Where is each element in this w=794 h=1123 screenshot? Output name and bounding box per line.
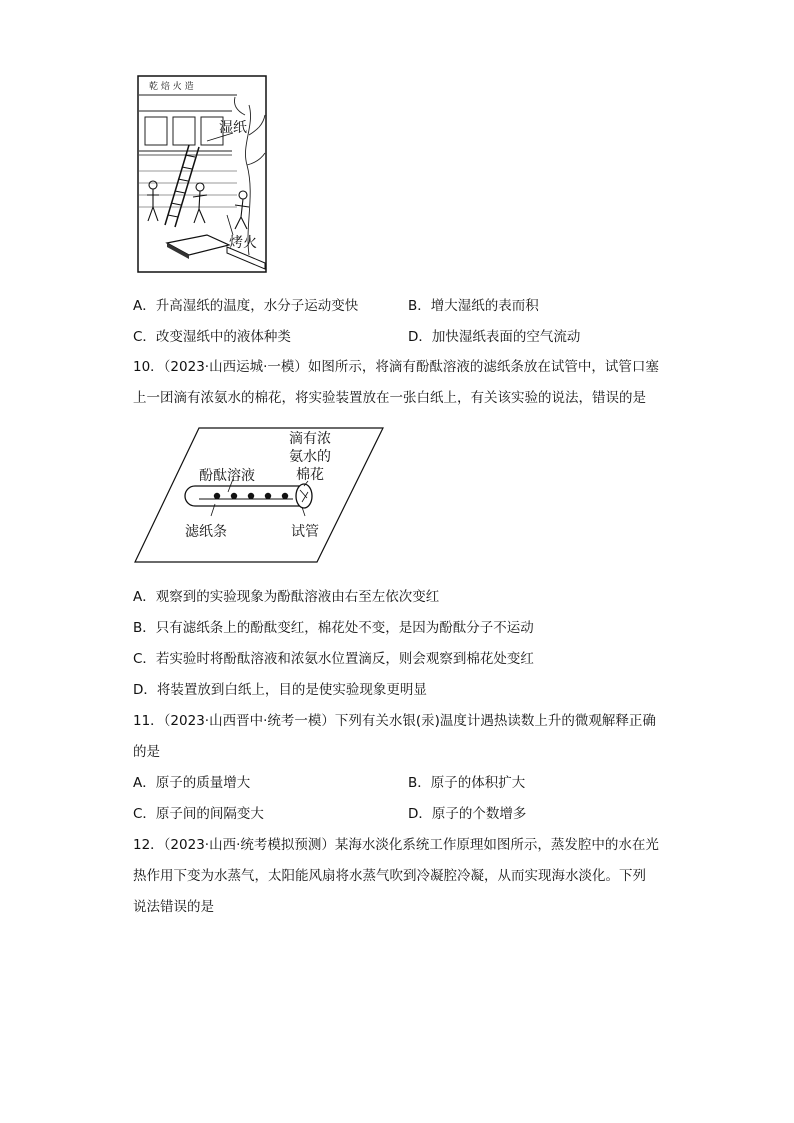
label-phenol: 酚酞溶液 — [199, 468, 255, 484]
q10-option-a: A．观察到的实验现象为酚酞溶液由右至左依次变红 — [133, 589, 440, 605]
q9-option-a: A．升高湿纸的温度，水分子运动变快 — [133, 298, 359, 314]
q11-option-c: C．原子间的间隔变大 — [133, 806, 264, 822]
test-tube-figure — [133, 426, 385, 564]
q9-option-b: B．增大湿纸的表而积 — [408, 298, 539, 314]
q11-option-a: A．原子的质量增大 — [133, 775, 251, 791]
q10-option-d: D．将装置放到白纸上，目的是使实验现象更明显 — [133, 682, 427, 698]
q12-stem-line3: 说法错误的是 — [133, 899, 214, 915]
q10-option-c: C．若实验时将酚酞溶液和浓氨水位置滴反，则会观察到棉花处变红 — [133, 651, 534, 667]
label-cotton-2: 氨水的 — [289, 449, 331, 465]
label-tube: 试管 — [291, 524, 319, 540]
q12-stem-line2: 热作用下变为水蒸气，太阳能风扇将水蒸气吹到冷凝腔冷凝，从而实现海水淡化。下列 — [133, 868, 646, 884]
fire-label: 烤火 — [229, 235, 257, 251]
woodcut-figure — [137, 75, 267, 273]
woodcut-illustration — [137, 75, 267, 273]
label-filter: 滤纸条 — [185, 524, 227, 540]
woodcut-title: 乾 焙 火 造 — [149, 82, 194, 92]
q11-option-d: D．原子的个数增多 — [408, 806, 527, 822]
label-cotton-1: 滴有浓 — [289, 431, 331, 447]
q12-stem-line1: 12．（2023·山西·统考模拟预测）某海水淡化系统工作原理如图所示，蒸发腔中的水在光 — [133, 837, 659, 853]
q9-option-d: D．加快湿纸表面的空气流动 — [408, 329, 581, 345]
wet-paper-label: 湿纸 — [219, 120, 247, 136]
q10-option-b: B．只有滤纸条上的酚酞变红，棉花处不变，是因为酚酞分子不运动 — [133, 620, 534, 636]
q11-stem-line1: 11．（2023·山西晋中·统考一模）下列有关水银(汞)温度计遇热读数上升的微观解释正确 — [133, 713, 656, 729]
q11-option-b: B．原子的体积扩大 — [408, 775, 526, 791]
q11-stem-line2: 的是 — [133, 744, 160, 760]
q9-option-c: C．改变湿纸中的液体种类 — [133, 329, 291, 345]
q10-stem-line2: 上一团滴有浓氨水的棉花，将实验装置放在一张白纸上，有关该实验的说法，错误的是 — [133, 390, 646, 406]
label-cotton-3: 棉花 — [296, 467, 324, 483]
cotton-plug — [296, 484, 312, 508]
test-tube-diagram — [133, 426, 385, 564]
q10-stem-line1: 10．（2023·山西运城·一模）如图所示，将滴有酚酞溶液的滤纸条放在试管中，试管口塞 — [133, 359, 659, 375]
